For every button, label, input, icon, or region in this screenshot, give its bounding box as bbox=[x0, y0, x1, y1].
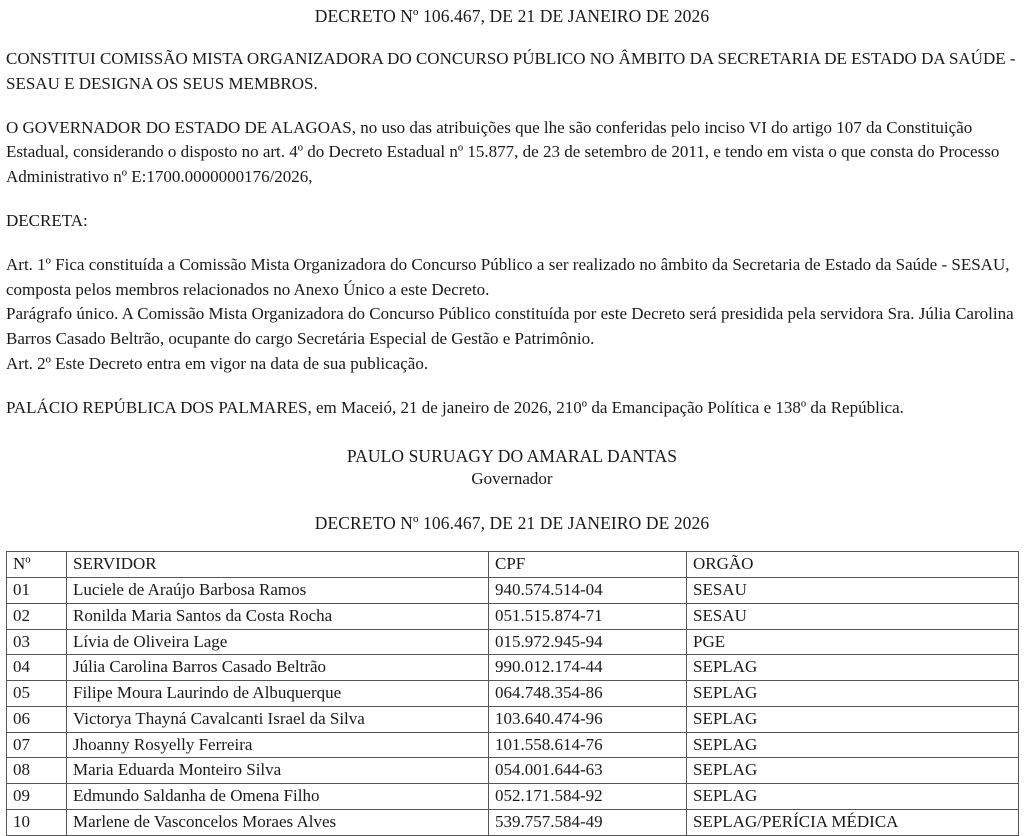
cell-cpf: 101.558.614-76 bbox=[489, 732, 687, 758]
cell-orgao: SESAU bbox=[687, 603, 1019, 629]
decree-preamble: O GOVERNADOR DO ESTADO DE ALAGOAS, no uso das atribuições que lhe são conferidas pelo inciso VI do artigo 107 da Constituição Estadual, considerando o disposto no art. 4º do Decreto Estadual nº 15.877, de 23 de setembro de 2011, e tendo em vista o que consta do Processo Administrativo nº E:1700.0000000176/2026, bbox=[6, 117, 1000, 187]
paragrafo-unico: Parágrafo único. A Comissão Mista Organizadora do Concurso Público constituída por este Decreto será presidida pela servidora Sra. Júlia Carolina Barros Casado Beltrão, ocupante do cargo Secretária Especial de Gestão e Patrimônio. bbox=[6, 304, 1014, 349]
cell-servidor: Victorya Thayná Cavalcanti Israel da Silva bbox=[67, 706, 489, 732]
cell-cpf: 051.515.874-71 bbox=[489, 603, 687, 629]
cell-cpf: 990.012.174-44 bbox=[489, 655, 687, 681]
cell-orgao: SEPLAG bbox=[687, 706, 1019, 732]
cell-servidor: Jhoanny Rosyelly Ferreira bbox=[67, 732, 489, 758]
table-row bbox=[7, 578, 1019, 604]
cell-orgao: SEPLAG/PERÍCIA MÉDICA bbox=[687, 809, 1019, 835]
table-row bbox=[7, 629, 1019, 655]
table-row bbox=[7, 681, 1019, 707]
table-row bbox=[7, 603, 1019, 629]
cell-servidor: Luciele de Araújo Barbosa Ramos bbox=[67, 578, 489, 604]
cell-orgao: SEPLAG bbox=[687, 758, 1019, 784]
cell-servidor: Edmundo Saldanha de Omena Filho bbox=[67, 784, 489, 810]
cell-num: 07 bbox=[7, 732, 67, 758]
cell-num: 02 bbox=[7, 603, 67, 629]
annex-decree-title: DECRETO Nº 106.467, DE 21 DE JANEIRO DE 2026 bbox=[314, 513, 710, 534]
cell-num: 04 bbox=[7, 655, 67, 681]
cell-orgao: SEPLAG bbox=[687, 784, 1019, 810]
cell-servidor: Lívia de Oliveira Lage bbox=[67, 629, 489, 655]
cell-num: 09 bbox=[7, 784, 67, 810]
decree-title: DECRETO Nº 106.467, DE 21 DE JANEIRO DE 2026 bbox=[314, 6, 710, 26]
decree-articles bbox=[6, 253, 1018, 377]
cell-num: 06 bbox=[7, 706, 67, 732]
table-row bbox=[7, 809, 1019, 835]
table-row bbox=[7, 706, 1019, 732]
cell-orgao: PGE bbox=[687, 629, 1019, 655]
article-1: Art. 1º Fica constituída a Comissão Mista Organizadora do Concurso Público a ser realizado no âmbito da Secretaria de Estado da Saúde - SESAU, composta pelos membros relacionados no Anexo Único a este Decreto. bbox=[6, 254, 1010, 299]
column-header-servidor: SERVIDOR bbox=[67, 552, 489, 578]
cell-servidor: Júlia Carolina Barros Casado Beltrão bbox=[67, 655, 489, 681]
cell-num: 10 bbox=[7, 809, 67, 835]
cell-cpf: 940.574.514-04 bbox=[489, 578, 687, 604]
cell-num: 08 bbox=[7, 758, 67, 784]
cell-cpf: 052.171.584-92 bbox=[489, 784, 687, 810]
table-row bbox=[7, 732, 1019, 758]
table-header-row bbox=[7, 552, 1019, 578]
servidores-table bbox=[6, 551, 1019, 835]
decreta-label: DECRETA: bbox=[6, 210, 88, 230]
column-header-num: Nº bbox=[7, 552, 67, 578]
table-row bbox=[7, 784, 1019, 810]
cell-orgao: SESAU bbox=[687, 578, 1019, 604]
cell-servidor: Marlene de Vasconcelos Moraes Alves bbox=[67, 809, 489, 835]
cell-cpf: 054.001.644-63 bbox=[489, 758, 687, 784]
signatory-role: Governador bbox=[471, 469, 553, 489]
table-row bbox=[7, 758, 1019, 784]
cell-servidor: Ronilda Maria Santos da Costa Rocha bbox=[67, 603, 489, 629]
servidores-table-body bbox=[7, 578, 1019, 836]
cell-num: 01 bbox=[7, 578, 67, 604]
cell-servidor: Filipe Moura Laurindo de Albuquerque bbox=[67, 681, 489, 707]
table-row bbox=[7, 655, 1019, 681]
cell-orgao: SEPLAG bbox=[687, 681, 1019, 707]
signatory-name: PAULO SURUAGY DO AMARAL DANTAS bbox=[346, 445, 678, 466]
place-and-date: PALÁCIO REPÚBLICA DOS PALMARES, em Maceió, 21 de janeiro de 2026, 210º da Emancipação Política e 138º da República. bbox=[6, 397, 904, 417]
cell-cpf: 064.748.354-86 bbox=[489, 681, 687, 707]
cell-orgao: SEPLAG bbox=[687, 732, 1019, 758]
article-2: Art. 2º Este Decreto entra em vigor na data de sua publicação. bbox=[6, 354, 429, 373]
document-page bbox=[0, 6, 1024, 831]
cell-cpf: 015.972.945-94 bbox=[489, 629, 687, 655]
cell-num: 05 bbox=[7, 681, 67, 707]
cell-servidor: Maria Eduarda Monteiro Silva bbox=[67, 758, 489, 784]
column-header-cpf: CPF bbox=[489, 552, 687, 578]
column-header-orgao: ORGÃO bbox=[687, 552, 1019, 578]
cell-num: 03 bbox=[7, 629, 67, 655]
signature-block bbox=[6, 445, 1018, 492]
decree-ementa: CONSTITUI COMISSÃO MISTA ORGANIZADORA DO CONCURSO PÚBLICO NO ÂMBITO DA SECRETARIA DE ESTADO DA SAÚDE - SESAU E DESIGNA OS SEUS MEMBROS. bbox=[6, 48, 1016, 93]
cell-cpf: 103.640.474-96 bbox=[489, 706, 687, 732]
cell-orgao: SEPLAG bbox=[687, 655, 1019, 681]
cell-cpf: 539.757.584-49 bbox=[489, 809, 687, 835]
